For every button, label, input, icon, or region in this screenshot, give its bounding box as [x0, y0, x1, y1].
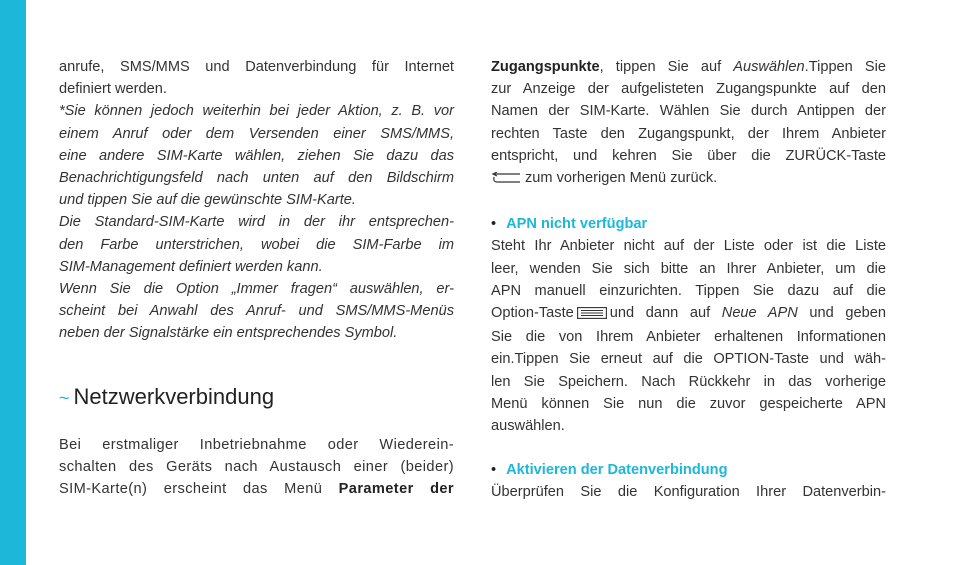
italic-line: einem Anruf oder dem Versenden einer SMS/MMS,: [59, 125, 454, 142]
text-line: Menü können Sie nun die zuvor gespeicherte APN: [491, 395, 886, 412]
text-line: auswählen.: [491, 418, 565, 435]
italic-line: und tippen Sie auf die gewünschte SIM-Karte.: [59, 192, 356, 209]
text-line: APN manuell einzurichten. Tippen Sie dazu auf die: [491, 282, 886, 299]
text-fragment: SIM-Karte(n) erscheint das Menü: [59, 481, 339, 498]
italic-fragment: Auswählen: [733, 59, 805, 75]
text-line: Namen der SIM-Karte. Wählen Sie durch Antippen der: [491, 103, 886, 120]
italic-line: scheint bei Anwahl des Anruf- und SMS/MMS-Menüs: [59, 303, 454, 320]
text-fragment: , tippen Sie auf: [599, 59, 734, 75]
side-accent-bar: [0, 0, 26, 565]
bullet-title: APN nicht verfügbar: [506, 216, 648, 233]
text-line: [59, 478, 454, 500]
italic-line: Wenn Sie die Option „Immer fragen“ auswählen, er-: [59, 281, 454, 298]
italic-line: eine andere SIM-Karte wählen, ziehen Sie dazu das: [59, 147, 454, 164]
bullet-heading: [491, 213, 886, 235]
text-line: leer, wenden Sie sich bitte an Ihrer Anbieter, um die: [491, 260, 886, 277]
text-line: Steht Ihr Anbieter nicht auf der Liste oder ist die Liste: [491, 238, 886, 255]
bullet-dot: •: [491, 216, 497, 233]
text-fragment: und dann auf: [609, 305, 722, 322]
section-body: [59, 434, 454, 501]
bullet-heading: [491, 459, 886, 481]
section-heading: [59, 384, 274, 410]
menu-key-icon: [577, 304, 607, 326]
text-fragment: .Tippen Sie: [804, 59, 886, 75]
menu-name-bold: Zugangspunkte: [491, 59, 600, 75]
text-line: len Sie Speichern. Nach Rückkehr in das vorherige: [491, 373, 886, 390]
bullet-title: Aktivieren der Datenverbindung: [506, 462, 728, 479]
text-fragment: und geben: [797, 305, 886, 322]
text-fragment: Option-Taste: [491, 305, 574, 322]
text-fragment: zum vorherigen Menü zurück.: [525, 170, 718, 187]
italic-line: neben der Signalstärke ein entsprechendes Symbol.: [59, 325, 398, 342]
left-column: [59, 56, 454, 345]
italic-line: *Sie können jedoch weiterhin bei jeder Aktion, z. B. vor: [59, 103, 454, 120]
text-line: Bei erstmaliger Inbetriebnahme oder Wiederein-: [59, 437, 454, 453]
italic-line: Die Standard-SIM-Karte wird in der ihr entsprechen-: [59, 214, 454, 231]
italic-line: Benachrichtigungsfeld nach unten auf den Bildschirm: [59, 170, 454, 187]
right-column: [491, 56, 886, 504]
italic-fragment: Neue APN: [721, 305, 798, 322]
menu-name-bold: Parameter der: [338, 481, 454, 498]
text-line: anrufe, SMS/MMS und Datenverbindung für Internet: [59, 59, 454, 75]
bullet-dot: •: [491, 462, 497, 479]
text-line: rechten Taste den Zugangspunkt, der Ihrem Anbieter: [491, 125, 886, 142]
text-line: definiert werden.: [59, 81, 167, 98]
text-line: [491, 167, 886, 191]
text-line: [491, 56, 886, 78]
back-key-icon: [491, 169, 521, 191]
text-line: schalten des Geräts nach Austausch einer (beider): [59, 459, 454, 476]
heading-tilde: ~: [59, 388, 70, 408]
text-line: [491, 302, 886, 326]
text-line: zur Anzeige der aufgelisteten Zugangspunkte auf den: [491, 81, 886, 98]
italic-line: den Farbe unterstrichen, wobei die SIM-Farbe im: [59, 236, 454, 253]
text-line: Überprüfen Sie die Konfiguration Ihrer Datenverbin-: [491, 484, 886, 501]
italic-line: SIM-Management definiert werden kann.: [59, 258, 323, 275]
text-line: ein.Tippen Sie erneut auf die OPTION-Taste und wäh-: [491, 351, 886, 368]
text-line: entspricht, und kehren Sie über die ZURÜCK-Taste: [491, 147, 886, 164]
text-line: Sie die von Ihrem Anbieter erhaltenen Informationen: [491, 329, 886, 346]
heading-text: Netzwerkverbindung: [73, 384, 275, 409]
